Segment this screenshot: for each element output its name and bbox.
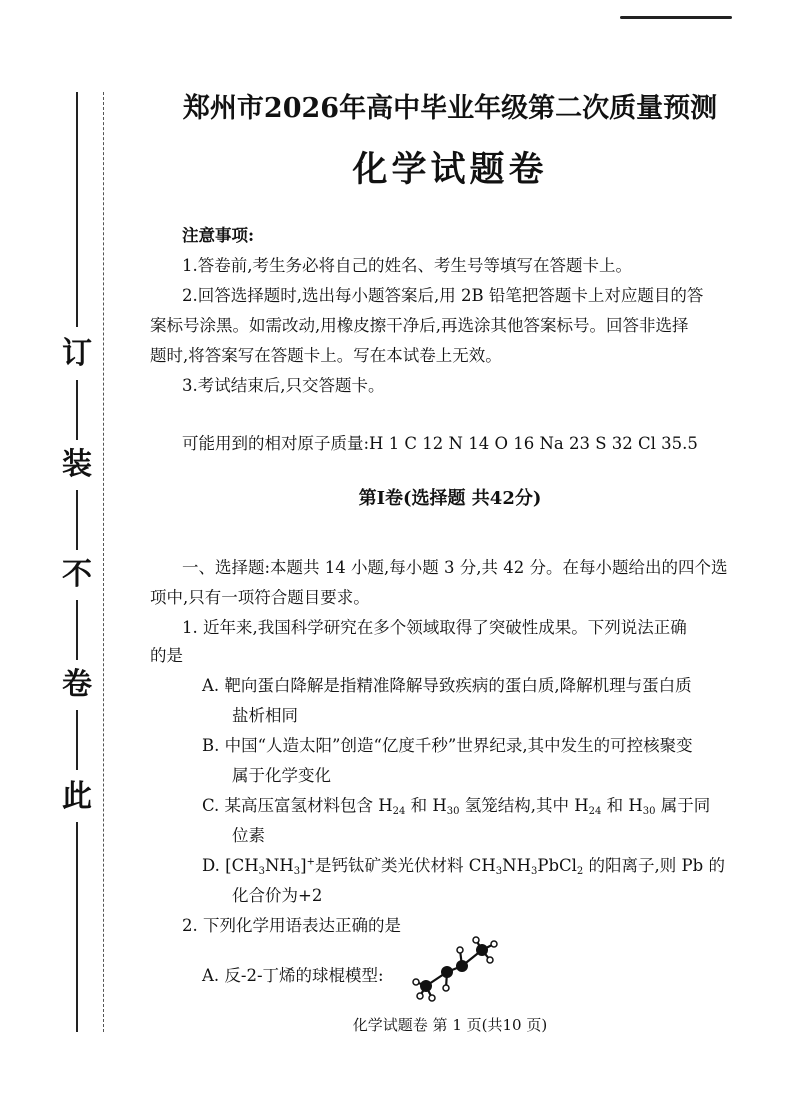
binding-char-ding: 订 xyxy=(62,336,92,371)
binding-char-bu: 不 xyxy=(62,557,92,592)
q1-option-d-cont: 化合价为+2 xyxy=(232,886,323,905)
top-edge-mark xyxy=(620,16,732,19)
notice-item-1: 1.答卷前,考生务必将自己的姓名、考生号等填写在答题卡上。 xyxy=(182,256,632,275)
ball-stick-model-icon xyxy=(410,936,506,1002)
notice-heading: 注意事项: xyxy=(182,226,255,245)
notice-item-2-cont: 案标号涂黑。如需改动,用橡皮擦干净后,再选涂其他答案标号。回答非选择 xyxy=(150,316,689,335)
section-1-intro: 一、选择题:本题共 14 小题,每小题 3 分,共 42 分。在每小题给出的四个选 xyxy=(182,558,728,577)
q2-option-a: A. 反-2-丁烯的球棍模型: xyxy=(202,966,384,985)
binding-char-ci: 此 xyxy=(62,779,92,814)
section-1-intro-cont: 项中,只有一项符合题目要求。 xyxy=(150,588,370,607)
notice-item-3: 3.考试结束后,只交答题卡。 xyxy=(182,376,385,395)
q1-option-b: B. 中国“人造太阳”创造“亿度千秒”世界纪录,其中发生的可控核聚变 xyxy=(202,736,693,755)
q2-stem: 2. 下列化学用语表达正确的是 xyxy=(182,916,401,935)
notice-item-2: 2.回答选择题时,选出每小题答案后,用 2B 铅笔把答题卡上对应题目的答 xyxy=(182,286,704,305)
binding-rule-segment xyxy=(76,710,78,770)
section-1-title: 第Ⅰ卷(选择题 共42分) xyxy=(358,488,542,509)
binding-dashed-line xyxy=(103,92,104,1032)
binding-rule-segment xyxy=(76,92,78,327)
q1-option-a-cont: 盐析相同 xyxy=(232,706,298,725)
q1-option-c-cont: 位素 xyxy=(232,826,265,845)
binding-rule-segment xyxy=(76,490,78,550)
q1-option-a: A. 靶向蛋白降解是指精准降解导致疾病的蛋白质,降解机理与蛋白质 xyxy=(202,676,692,695)
binding-rule-segment xyxy=(76,600,78,660)
exam-subtitle: 化学试题卷 xyxy=(352,149,548,190)
q1-option-d: D. $[CH_3NH_3]^+$是钙钛矿类光伏材料 $CH_3NH_3PbCl_2$ 的阳离子,则 Pb 的 xyxy=(202,856,725,877)
binding-rule-segment xyxy=(76,822,78,1032)
binding-char-zhuang: 装 xyxy=(62,447,92,482)
binding-rule-segment xyxy=(76,380,78,440)
q1-stem: 1. 近年来,我国科学研究在多个领域取得了突破性成果。下列说法正确 xyxy=(182,618,687,637)
binding-char-juan: 卷 xyxy=(62,667,92,702)
page-footer: 化学试题卷 第 1 页(共10 页) xyxy=(352,1016,548,1034)
atomic-mass-line: 可能用到的相对原子质量:H 1 C 12 N 14 O 16 Na 23 S 32 Cl 35.5 xyxy=(182,434,698,453)
q1-option-b-cont: 属于化学变化 xyxy=(232,766,331,785)
q1-option-c: C. 某高压富氢材料包含 $H_{24}$ 和 $H_{30}$ 氢笼结构,其中 $H_{24}$ 和 $H_{30}$ 属于同 xyxy=(202,796,711,817)
exam-title: 郑州市2026年高中毕业年级第二次质量预测 xyxy=(182,93,718,124)
notice-item-2-cont2: 题时,将答案写在答题卡上。写在本试卷上无效。 xyxy=(150,346,502,365)
q1-stem-cont: 的是 xyxy=(150,646,183,665)
